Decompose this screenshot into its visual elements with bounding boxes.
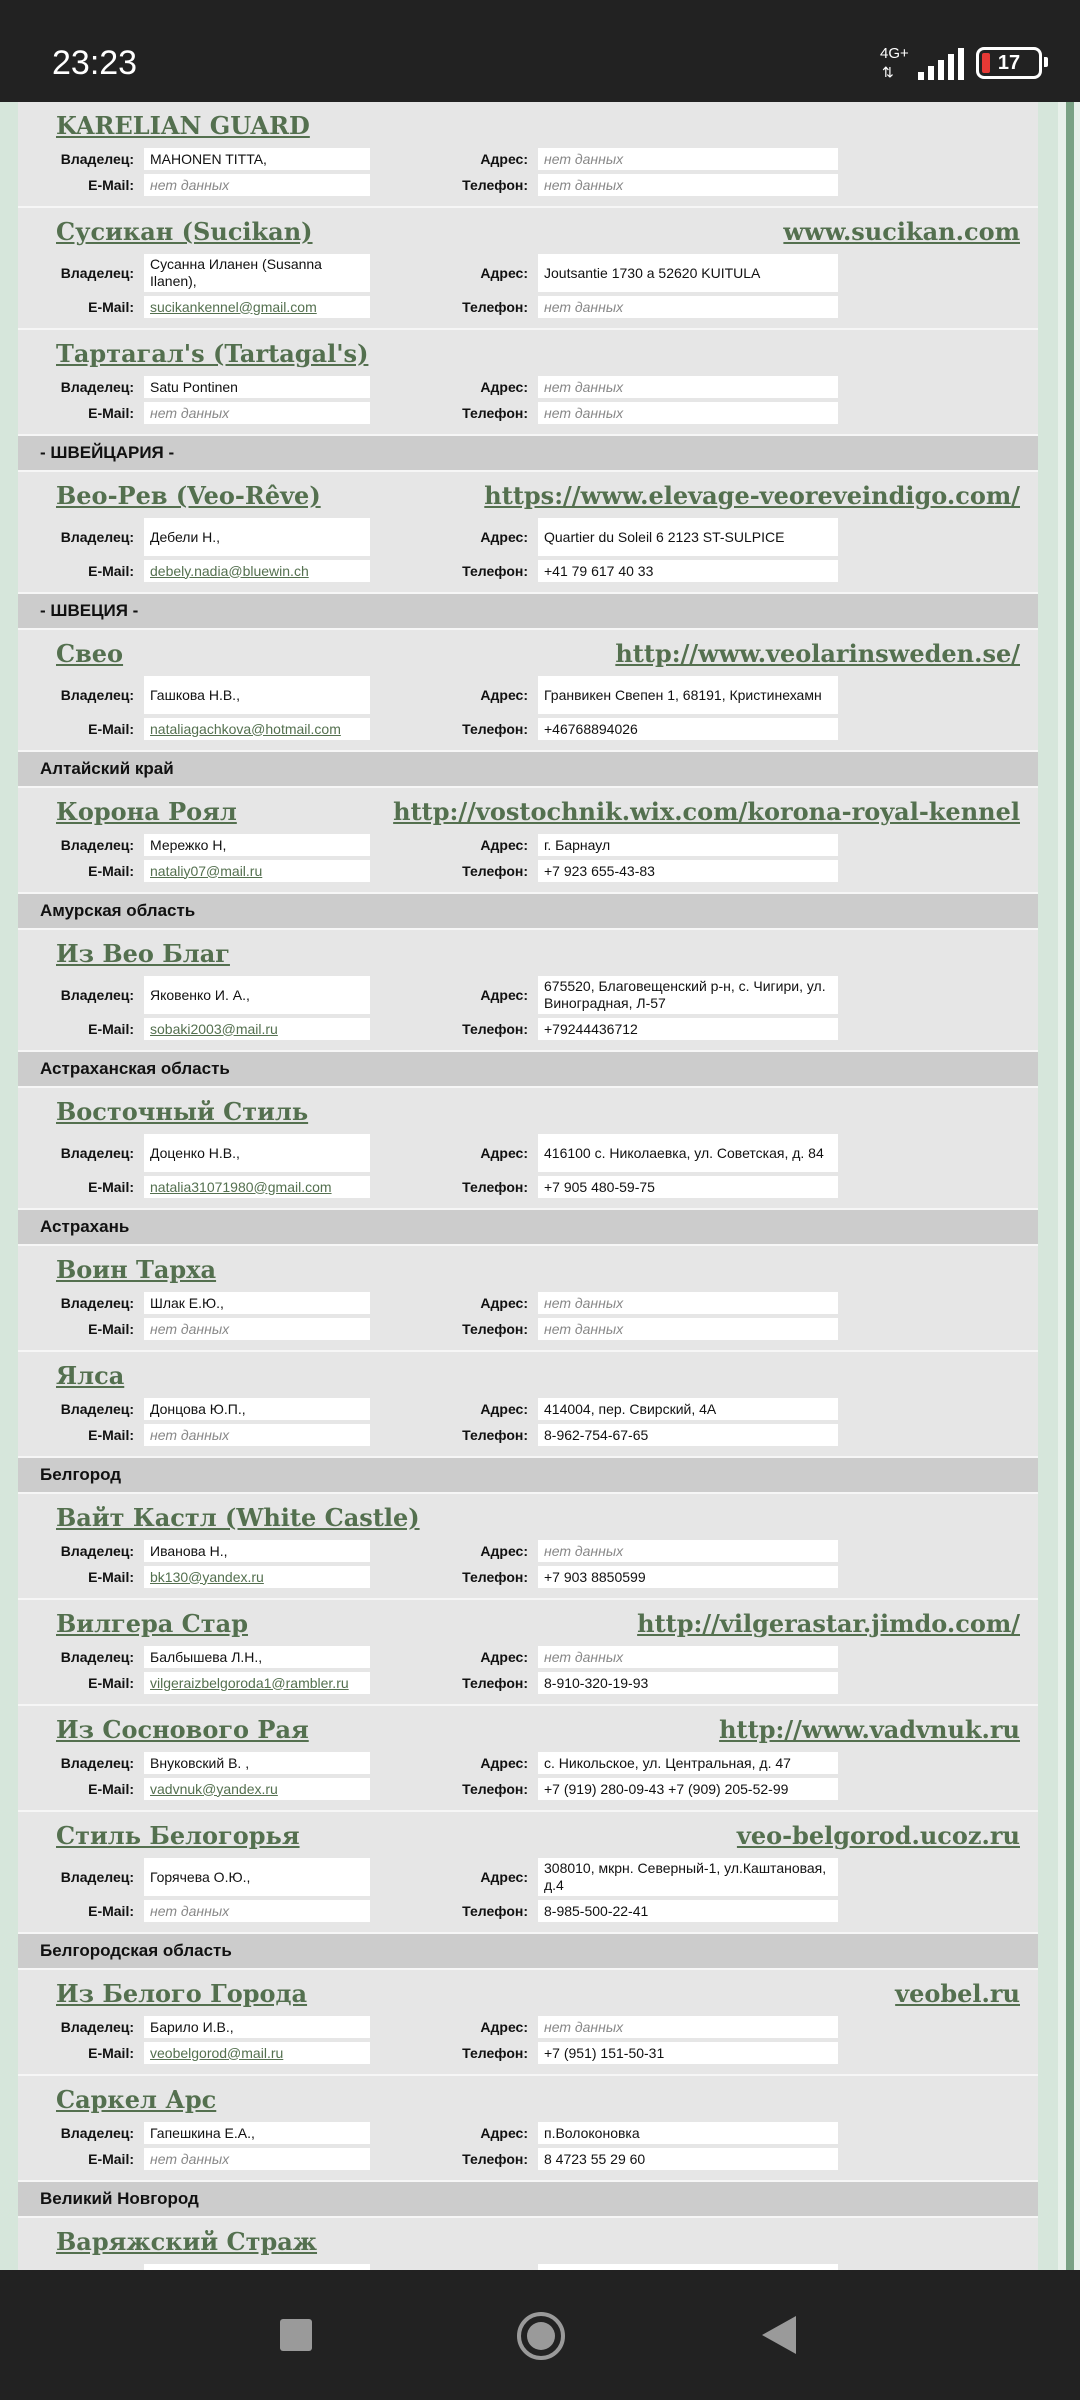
owner-address-row [18, 2016, 1038, 2038]
kennel-website-link[interactable]: http://vilgerastar.jimdo.com/ [637, 1609, 1020, 1638]
owner-address-row [18, 518, 1038, 556]
region-header: Астраханская область [18, 1052, 1038, 1088]
email-value: нет данных [144, 1318, 370, 1340]
address-value: Joutsantie 1730 a 52620 KUITULA [538, 254, 838, 292]
email-label: E-Mail: [88, 2151, 134, 2167]
home-icon[interactable] [517, 2312, 565, 2360]
kennel-header [18, 1358, 1038, 1394]
phone-value: нет данных [538, 1318, 838, 1340]
email-phone-row [18, 718, 1038, 740]
address-value: нет данных [538, 376, 838, 398]
kennel-name-link[interactable]: Тартагал's (Tartagal's) [56, 339, 369, 368]
battery-icon [976, 47, 1042, 79]
owner-address-row [18, 1858, 1038, 1896]
email-label: E-Mail: [88, 405, 134, 421]
kennel-name-link[interactable]: KARELIAN GUARD [56, 111, 310, 140]
email-label: E-Mail: [88, 1903, 134, 1919]
kennel-name-link[interactable]: Из Вео Благ [56, 939, 230, 968]
address-label: Адрес: [480, 837, 528, 853]
address-label: Адрес: [480, 687, 528, 703]
email-value: нет данных [144, 2148, 370, 2170]
address-label: Адрес: [480, 1869, 528, 1885]
kennel-name-link[interactable]: Из Соснового Рая [56, 1715, 309, 1744]
address-label: Адрес: [480, 987, 528, 1003]
phone-label: Телефон: [462, 1427, 528, 1443]
phone-value: нет данных [538, 296, 838, 318]
owner-address-row [18, 676, 1038, 714]
owner-label: Владелец: [60, 529, 134, 545]
email-label: E-Mail: [88, 2045, 134, 2061]
recents-icon[interactable] [280, 2319, 312, 2351]
kennel-entry [18, 1246, 1038, 1352]
address-label: Адрес: [480, 2019, 528, 2035]
kennel-website-link[interactable]: http://www.veolarinsweden.se/ [615, 639, 1020, 668]
address-value: Quartier du Soleil 6 2123 ST-SULPICE [538, 518, 838, 556]
phone-label: Телефон: [462, 1021, 528, 1037]
kennel-name-link[interactable]: Воин Тарха [56, 1255, 217, 1284]
address-label: Адрес: [480, 2125, 528, 2141]
signal-icon [918, 46, 964, 80]
kennel-name-link[interactable]: Восточный Стиль [56, 1097, 309, 1126]
email-phone-row [18, 296, 1038, 318]
owner-label: Владелец: [60, 379, 134, 395]
phone-label: Телефон: [462, 1903, 528, 1919]
kennel-header [18, 1818, 1038, 1854]
region-header: - ШВЕЦИЯ - [18, 594, 1038, 630]
kennel-name-link[interactable]: Сусикан (Sucikan) [56, 217, 313, 246]
phone-label: Телефон: [462, 177, 528, 193]
phone-value: +46768894026 [538, 718, 838, 740]
email-label: E-Mail: [88, 177, 134, 193]
owner-address-row [18, 148, 1038, 170]
status-icons [880, 44, 1042, 82]
network-type: 4G+ [880, 45, 909, 62]
email-phone-row [18, 2042, 1038, 2064]
owner-value: Балбышева Л.Н., [144, 1646, 370, 1668]
email-link[interactable]: sucikankennel@gmail.com [144, 296, 370, 318]
kennel-header [18, 636, 1038, 672]
email-link[interactable]: vilgeraizbelgoroda1@rambler.ru [144, 1672, 370, 1694]
phone-value: +7 905 480-59-75 [538, 1176, 838, 1198]
owner-value: Гапешкина Е.А., [144, 2122, 370, 2144]
kennel-entry [18, 1970, 1038, 2076]
address-value: г. Барнаул [538, 834, 838, 856]
email-label: E-Mail: [88, 721, 134, 737]
phone-value: +7 903 8850599 [538, 1566, 838, 1588]
phone-value: 8-910-320-19-93 [538, 1672, 838, 1694]
status-time: 23:23 [52, 44, 138, 82]
battery-level: 17 [997, 51, 1021, 74]
kennel-directory [18, 102, 1038, 2270]
owner-label: Владелец: [60, 1543, 134, 1559]
phone-label: Телефон: [462, 563, 528, 579]
kennel-name-link[interactable]: Из Белого Города [56, 1979, 308, 2008]
phone-value: +7 (919) 280-09-43 +7 (909) 205-52-99 [538, 1778, 838, 1800]
kennel-header [18, 794, 1038, 830]
email-label: E-Mail: [88, 1569, 134, 1585]
email-link[interactable]: nataliy07@mail.ru [144, 860, 370, 882]
email-link[interactable]: sobaki2003@mail.ru [144, 1018, 370, 1040]
kennel-header [18, 1712, 1038, 1748]
email-phone-row [18, 1018, 1038, 1040]
phone-label: Телефон: [462, 2045, 528, 2061]
address-label: Адрес: [480, 1755, 528, 1771]
region-header: Алтайский край [18, 752, 1038, 788]
phone-label: Телефон: [462, 405, 528, 421]
kennel-name-link[interactable]: Вео-Рев (Veo-Rêve) [56, 481, 321, 510]
owner-label: Владелец: [60, 2019, 134, 2035]
kennel-website-link[interactable]: http://www.vadvnuk.ru [719, 1715, 1020, 1744]
region-header: - ШВЕЙЦАРИЯ - [18, 436, 1038, 472]
email-link[interactable]: natalia31071980@gmail.com [144, 1176, 370, 1198]
email-link[interactable]: veobelgorod@mail.ru [144, 2042, 370, 2064]
email-phone-row [18, 1318, 1038, 1340]
email-link[interactable]: nataliagachkova@hotmail.com [144, 718, 370, 740]
phone-value: нет данных [538, 402, 838, 424]
email-phone-row [18, 560, 1038, 582]
owner-value: Сусанна Иланен (Susanna Ilanen), [144, 254, 370, 292]
kennel-entry [18, 930, 1038, 1052]
address-label: Адрес: [480, 1543, 528, 1559]
kennel-name-link[interactable]: Корона Роял [56, 797, 237, 826]
kennel-name-link[interactable]: Свео [56, 639, 124, 668]
email-label: E-Mail: [88, 1321, 134, 1337]
phone-label: Телефон: [462, 863, 528, 879]
navigation-bar [0, 2270, 1080, 2400]
email-value: нет данных [144, 1900, 370, 1922]
owner-label: Владелец: [60, 987, 134, 1003]
address-value: 414004, пер. Свирский, 4А [538, 1398, 838, 1420]
address-value: 675520, Благовещенский р-н, с. Чигири, ул. Виноградная, Л-57 [538, 976, 838, 1014]
phone-label: Телефон: [462, 1569, 528, 1585]
email-link[interactable]: bk130@yandex.ru [144, 1566, 370, 1588]
kennel-website-link[interactable]: veobel.ru [895, 1979, 1020, 2008]
phone-label: Телефон: [462, 1321, 528, 1337]
owner-label: Владелец: [60, 1869, 134, 1885]
kennel-name-link[interactable]: Саркел Арс [56, 2085, 217, 2114]
phone-value: 8 4723 55 29 60 [538, 2148, 838, 2170]
owner-value: Доценко Н.В., [144, 1134, 370, 1172]
email-phone-row [18, 402, 1038, 424]
owner-value: Шлак Е.Ю., [144, 1292, 370, 1314]
kennel-header [18, 336, 1038, 372]
email-value: нет данных [144, 402, 370, 424]
owner-label: Владелец: [60, 1755, 134, 1771]
owner-value: Иванова Н., [144, 1540, 370, 1562]
kennel-name-link[interactable]: Стиль Белогорья [56, 1821, 300, 1850]
address-label: Адрес: [480, 151, 528, 167]
email-label: E-Mail: [88, 863, 134, 879]
owner-label: Владелец: [60, 837, 134, 853]
kennel-header [18, 1606, 1038, 1642]
kennel-header [18, 1094, 1038, 1130]
email-phone-row [18, 1176, 1038, 1198]
owner-label: Владелец: [60, 265, 134, 281]
kennel-entry [18, 1812, 1038, 1934]
address-value: п.Волоконовка [538, 2122, 838, 2144]
kennel-header [18, 936, 1038, 972]
phone-label: Телефон: [462, 1675, 528, 1691]
owner-value: Мережко Н, [144, 834, 370, 856]
kennel-entry [18, 1706, 1038, 1812]
owner-label: Владелец: [60, 1295, 134, 1311]
phone-label: Телефон: [462, 1179, 528, 1195]
email-label: E-Mail: [88, 1427, 134, 1443]
kennel-header [18, 1976, 1038, 2012]
status-bar [0, 0, 1080, 102]
owner-value: Гашкова Н.В., [144, 676, 370, 714]
owner-value: Внуковский В. , [144, 1752, 370, 1774]
owner-label: Владелец: [60, 2125, 134, 2141]
kennel-website-link[interactable]: http://vostochnik.wix.com/korona-royal-kennel [393, 797, 1020, 826]
owner-address-row [18, 976, 1038, 1014]
email-phone-row [18, 860, 1038, 882]
phone-label: Телефон: [462, 1781, 528, 1797]
phone-label: Телефон: [462, 721, 528, 737]
address-value: 416100 с. Николаевка, ул. Советская, д. 84 [538, 1134, 838, 1172]
kennel-entry [18, 102, 1038, 208]
email-link[interactable]: debely.nadia@bluewin.ch [144, 560, 370, 582]
kennel-website-link[interactable]: www.sucikan.com [783, 217, 1020, 246]
owner-value: Барило И.В., [144, 2016, 370, 2038]
address-label: Адрес: [480, 1295, 528, 1311]
owner-value: Донцова Ю.П., [144, 1398, 370, 1420]
owner-address-row [18, 834, 1038, 856]
kennel-header [18, 2082, 1038, 2118]
email-label: E-Mail: [88, 563, 134, 579]
address-label: Адрес: [480, 1145, 528, 1161]
region-header: Великий Новгород [18, 2182, 1038, 2218]
owner-label: Владелец: [60, 151, 134, 167]
kennel-name-link[interactable]: Вайт Кастл (White Castle) [56, 1503, 420, 1532]
kennel-header [18, 478, 1038, 514]
region-header: Белгородская область [18, 1934, 1038, 1970]
email-label: E-Mail: [88, 1781, 134, 1797]
email-label: E-Mail: [88, 1021, 134, 1037]
region-header: Астрахань [18, 1210, 1038, 1246]
owner-address-row [18, 1398, 1038, 1420]
kennel-header [18, 1500, 1038, 1536]
kennel-entry [18, 2076, 1038, 2182]
address-label: Адрес: [480, 265, 528, 281]
owner-address-row [18, 376, 1038, 398]
email-phone-row [18, 1778, 1038, 1800]
address-label: Адрес: [480, 1649, 528, 1665]
owner-address-row [18, 2122, 1038, 2144]
kennel-entry [18, 330, 1038, 436]
email-phone-row [18, 1900, 1038, 1922]
kennel-header [18, 2224, 1038, 2260]
network-icon: 4G+ ⇅ [880, 45, 909, 80]
region-header: Амурская область [18, 894, 1038, 930]
address-label: Адрес: [480, 529, 528, 545]
email-phone-row [18, 2148, 1038, 2170]
phone-value: +41 79 617 40 33 [538, 560, 838, 582]
kennel-entry [18, 788, 1038, 894]
address-value: нет данных [538, 1540, 838, 1562]
address-value: 308010, мкрн. Северный-1, ул.Каштановая, д.4 [538, 1858, 838, 1896]
owner-address-row [18, 1134, 1038, 1172]
owner-address-row [18, 1646, 1038, 1668]
kennel-entry [18, 472, 1038, 594]
kennel-entry [18, 630, 1038, 752]
phone-value: 8-962-754-67-65 [538, 1424, 838, 1446]
phone-label: Телефон: [462, 2151, 528, 2167]
address-value: нет данных [538, 1292, 838, 1314]
owner-value: Яковенко И. А., [144, 976, 370, 1014]
kennel-entry [18, 1088, 1038, 1210]
address-label: Адрес: [480, 379, 528, 395]
back-icon[interactable] [762, 2316, 796, 2354]
owner-value: Горячева О.Ю., [144, 1858, 370, 1896]
owner-label: Владелец: [60, 1649, 134, 1665]
web-page[interactable] [0, 102, 1080, 2270]
kennel-entry [18, 208, 1038, 330]
email-label: E-Mail: [88, 1179, 134, 1195]
address-label: Адрес: [480, 1401, 528, 1417]
email-phone-row [18, 1566, 1038, 1588]
address-value: с. Никольское, ул. Центральная, д. 47 [538, 1752, 838, 1774]
kennel-header [18, 108, 1038, 144]
kennel-website-link[interactable]: veo-belgorod.ucoz.ru [736, 1821, 1020, 1850]
address-value: нет данных [538, 2016, 838, 2038]
phone-value: +7 (951) 151-50-31 [538, 2042, 838, 2064]
kennel-name-link[interactable]: Ялса [56, 1361, 125, 1390]
kennel-header [18, 1252, 1038, 1288]
page-side-rail [1058, 102, 1080, 2270]
owner-address-row [18, 1540, 1038, 1562]
owner-value: Дебели Н., [144, 518, 370, 556]
region-header: Белгород [18, 1458, 1038, 1494]
email-label: E-Mail: [88, 299, 134, 315]
owner-label: Владелец: [60, 687, 134, 703]
email-label: E-Mail: [88, 1675, 134, 1691]
phone-label: Телефон: [462, 299, 528, 315]
phone-value: +7 923 655-43-83 [538, 860, 838, 882]
owner-value: Satu Pontinen [144, 376, 370, 398]
address-value: Гранвикен Свепен 1, 68191, Кристинехамн [538, 676, 838, 714]
email-phone-row [18, 1424, 1038, 1446]
phone-value: 8-985-500-22-41 [538, 1900, 838, 1922]
email-link[interactable]: vadvnuk@yandex.ru [144, 1778, 370, 1800]
address-value: нет данных [538, 148, 838, 170]
email-phone-row [18, 174, 1038, 196]
kennel-header [18, 214, 1038, 250]
owner-label: Владелец: [60, 1401, 134, 1417]
owner-value: MAHONEN TITTA, [144, 148, 370, 170]
kennel-entry [18, 1352, 1038, 1458]
email-value: нет данных [144, 1424, 370, 1446]
kennel-name-link[interactable]: Варяжский Страж [56, 2227, 318, 2256]
owner-address-row [18, 1292, 1038, 1314]
kennel-website-link[interactable]: https://www.elevage-veoreveindigo.com/ [484, 481, 1020, 510]
kennel-name-link[interactable]: Вилгера Стар [56, 1609, 248, 1638]
phone-value: +79244436712 [538, 1018, 838, 1040]
email-value: нет данных [144, 174, 370, 196]
owner-address-row [18, 254, 1038, 292]
kennel-entry [18, 1600, 1038, 1706]
kennel-entry [18, 1494, 1038, 1600]
owner-address-row [18, 1752, 1038, 1774]
email-phone-row [18, 1672, 1038, 1694]
phone-value: нет данных [538, 174, 838, 196]
owner-label: Владелец: [60, 1145, 134, 1161]
address-value: нет данных [538, 1646, 838, 1668]
